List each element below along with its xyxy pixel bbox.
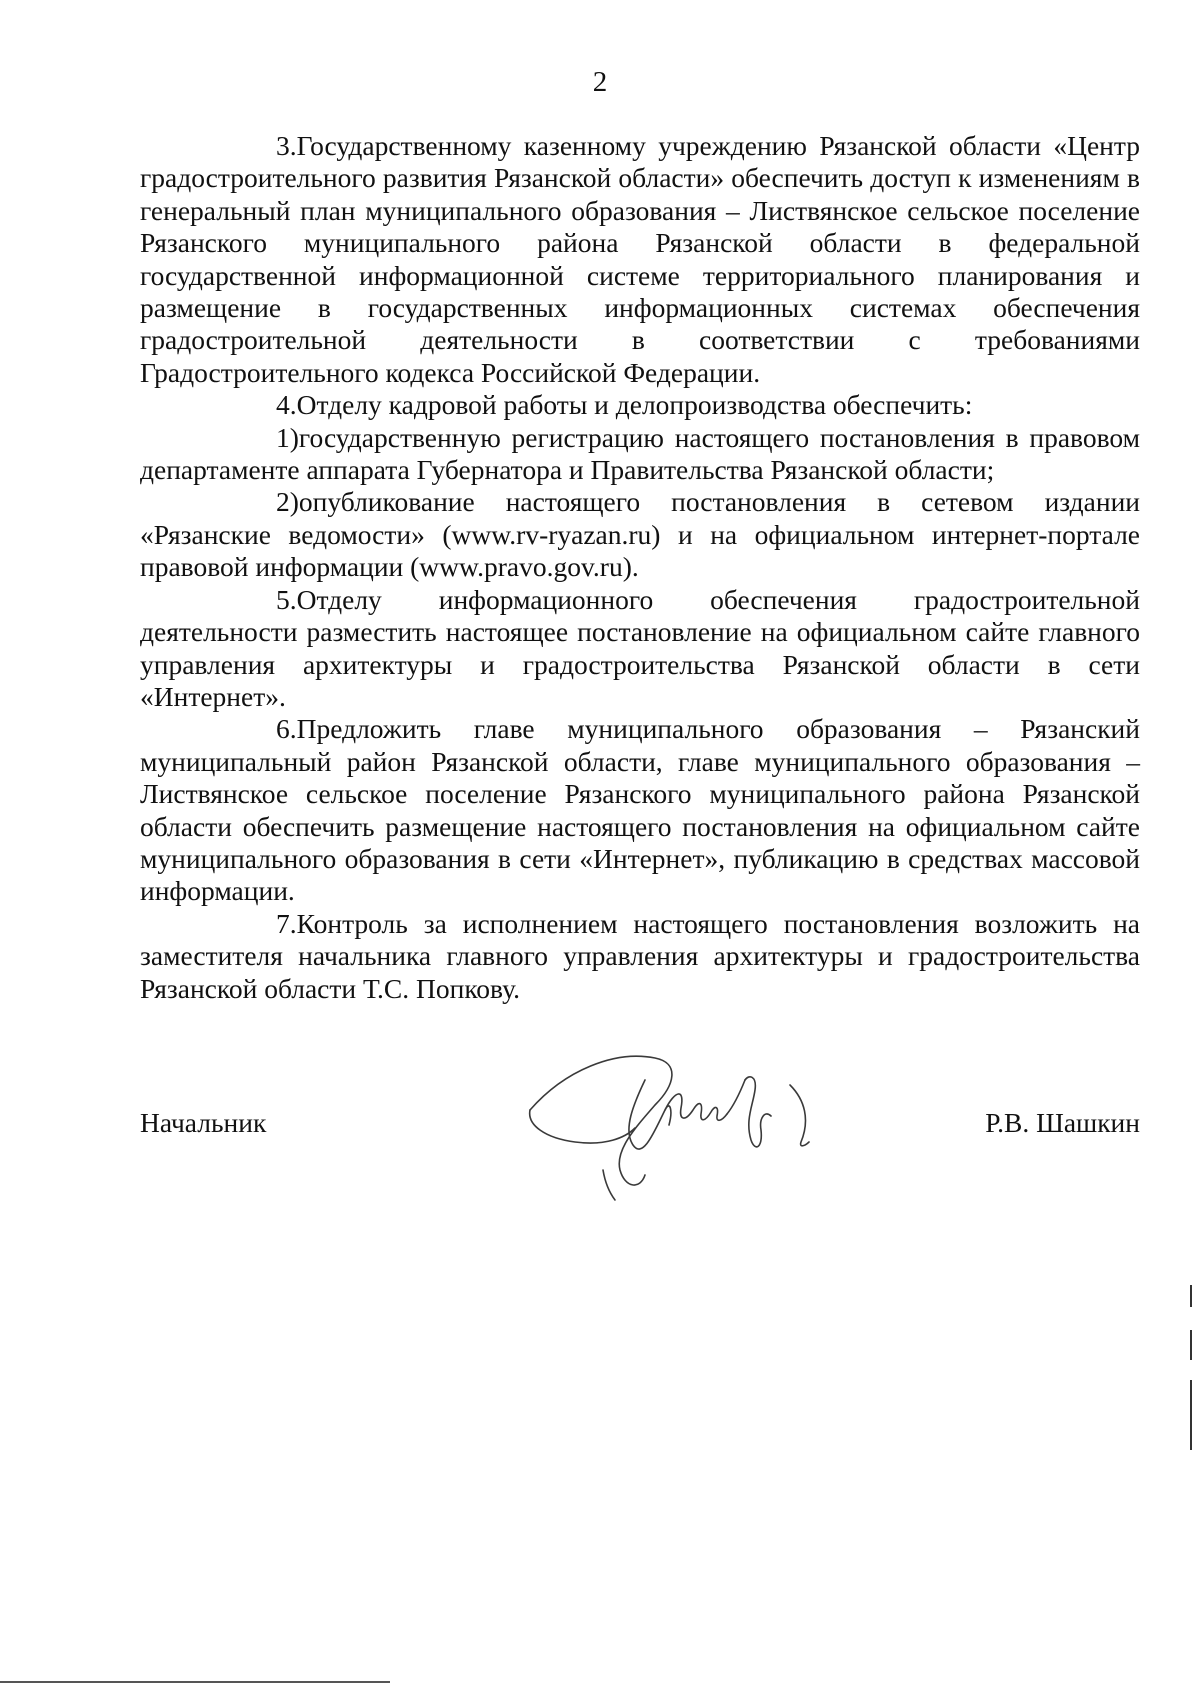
paragraph-number: 3. xyxy=(276,130,297,161)
paragraph-number: 7. xyxy=(276,907,297,939)
paragraph-number: 5. xyxy=(276,583,297,615)
paragraph-text: Отделу кадровой работы и делопроизводства обеспечить: xyxy=(296,389,973,421)
subparagraph-2 xyxy=(140,486,1140,583)
paragraph-7 xyxy=(140,908,1140,1005)
scan-edge-mark xyxy=(1190,1285,1192,1307)
paragraph-6 xyxy=(140,713,1140,907)
scan-edge-line xyxy=(0,1681,390,1683)
paragraph-text: государственную регистрацию настоящего постановления в правовом департаменте аппарата Губернатора и Правительства Рязанской области; xyxy=(140,421,1140,486)
scan-edge-mark xyxy=(1190,1380,1192,1450)
signatory-name: Р.В. Шашкин xyxy=(985,1107,1140,1138)
paragraph-number: 2) xyxy=(276,486,299,518)
scan-edge-mark xyxy=(1190,1330,1192,1360)
signatory-title: Начальник xyxy=(140,1107,267,1138)
paragraph-number: 4. xyxy=(276,389,297,421)
document-body xyxy=(140,130,1140,1005)
paragraph-4 xyxy=(140,389,1140,421)
signature-block xyxy=(140,1107,1140,1147)
paragraph-3 xyxy=(140,130,1140,389)
paragraph-number: 1) xyxy=(276,421,299,453)
paragraph-text: опубликование настоящего постановления в сетевом издании «Рязанские ведомости» (www.rv-ryazan.ru) и на официальном интернет-портале правовой информации (www.pravo.gov.ru). xyxy=(140,486,1140,583)
paragraph-5 xyxy=(140,584,1140,714)
subparagraph-1 xyxy=(140,422,1140,487)
paragraph-text: Отделу информационного обеспечения градостроительной деятельности разместить настоящее постановление на официальном сайте главного управления архитектуры и градостроительства Рязанской области в сети «Интернет». xyxy=(140,583,1140,712)
page-number: 2 xyxy=(592,66,608,98)
paragraph-text: Государственному казенному учреждению Рязанской области «Центр градостроительного развития Рязанской области» обеспечить доступ к изменениям в генеральный план муниципального образования – Листвянское сельское поселение Рязанского муниципального района Рязанской области в федеральной государственной информационной системе территориального планирования и размещение в государственных информационных системах обеспечения градостроительной деятельности в соответствии с требованиями Градостроительного кодекса Российской Федерации. xyxy=(140,130,1140,388)
paragraph-text: Контроль за исполнением настоящего постановления возложить на заместителя начальника главного управления архитектуры и градостроительства Рязанской области Т.С. Попкову. xyxy=(140,907,1140,1004)
paragraph-number: 6. xyxy=(276,713,297,745)
paragraph-text: Предложить главе муниципального образования – Рязанский муниципальный район Рязанской области, главе муниципального образования – Листвянское сельское поселение Рязанского муниципального района Рязанской области обеспечить размещение настоящего постановления на официальном сайте муниципального образования в сети «Интернет», публикацию в средствах массовой информации. xyxy=(140,713,1140,907)
